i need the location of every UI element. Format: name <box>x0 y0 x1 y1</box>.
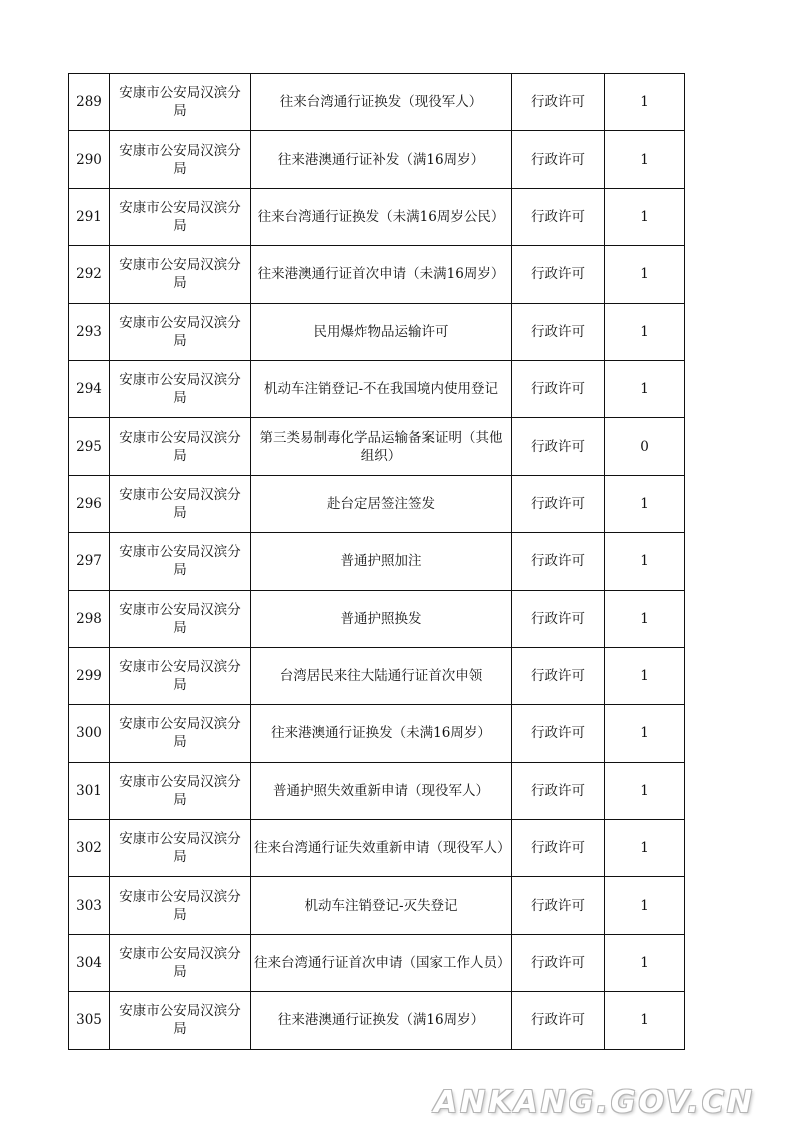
service-item-cell: 机动车注销登记-灭失登记 <box>251 877 512 934</box>
row-number: 291 <box>69 188 110 245</box>
department-cell: 安康市公安局汉滨分局 <box>110 360 251 417</box>
table-row <box>69 246 685 303</box>
category-cell: 行政许可 <box>512 188 605 245</box>
row-number: 293 <box>69 303 110 360</box>
category-cell: 行政许可 <box>512 533 605 590</box>
department-cell: 安康市公安局汉滨分局 <box>110 705 251 762</box>
count-cell: 1 <box>605 934 685 991</box>
table-row <box>69 188 685 245</box>
department-cell: 安康市公安局汉滨分局 <box>110 246 251 303</box>
row-number: 302 <box>69 820 110 877</box>
department-cell: 安康市公安局汉滨分局 <box>110 590 251 647</box>
department-cell: 安康市公安局汉滨分局 <box>110 188 251 245</box>
count-cell: 1 <box>605 705 685 762</box>
row-number: 304 <box>69 934 110 991</box>
category-cell: 行政许可 <box>512 74 605 131</box>
count-cell: 1 <box>605 74 685 131</box>
department-cell: 安康市公安局汉滨分局 <box>110 762 251 819</box>
table-row <box>69 992 685 1049</box>
count-cell: 1 <box>605 533 685 590</box>
count-cell: 1 <box>605 303 685 360</box>
department-cell: 安康市公安局汉滨分局 <box>110 533 251 590</box>
count-cell: 1 <box>605 188 685 245</box>
department-cell: 安康市公安局汉滨分局 <box>110 820 251 877</box>
service-item-cell: 往来台湾通行证失效重新申请（现役军人） <box>251 820 512 877</box>
table-row <box>69 762 685 819</box>
department-cell: 安康市公安局汉滨分局 <box>110 74 251 131</box>
department-cell: 安康市公安局汉滨分局 <box>110 877 251 934</box>
table-row <box>69 705 685 762</box>
row-number: 295 <box>69 418 110 475</box>
service-item-cell: 民用爆炸物品运输许可 <box>251 303 512 360</box>
count-cell: 1 <box>605 820 685 877</box>
table-row <box>69 418 685 475</box>
row-number: 297 <box>69 533 110 590</box>
count-cell: 1 <box>605 762 685 819</box>
category-cell: 行政许可 <box>512 303 605 360</box>
category-cell: 行政许可 <box>512 877 605 934</box>
department-cell: 安康市公安局汉滨分局 <box>110 934 251 991</box>
table-row <box>69 590 685 647</box>
count-cell: 1 <box>605 590 685 647</box>
category-cell: 行政许可 <box>512 705 605 762</box>
table-row <box>69 74 685 131</box>
table-row <box>69 647 685 704</box>
service-item-cell: 往来港澳通行证首次申请（未满16周岁） <box>251 246 512 303</box>
row-number: 296 <box>69 475 110 532</box>
record-table <box>68 73 685 1050</box>
category-cell: 行政许可 <box>512 647 605 704</box>
service-item-cell: 往来港澳通行证换发（未满16周岁） <box>251 705 512 762</box>
row-number: 303 <box>69 877 110 934</box>
row-number: 289 <box>69 74 110 131</box>
table-row <box>69 877 685 934</box>
table-row <box>69 934 685 991</box>
service-item-cell: 第三类易制毒化学品运输备案证明（其他组织） <box>251 418 512 475</box>
service-item-cell: 往来台湾通行证首次申请（国家工作人员） <box>251 934 512 991</box>
service-item-cell: 往来台湾通行证换发（现役军人） <box>251 74 512 131</box>
category-cell: 行政许可 <box>512 131 605 188</box>
service-item-cell: 往来港澳通行证补发（满16周岁） <box>251 131 512 188</box>
category-cell: 行政许可 <box>512 992 605 1049</box>
service-item-cell: 往来台湾通行证换发（未满16周岁公民） <box>251 188 512 245</box>
row-number: 300 <box>69 705 110 762</box>
table-row <box>69 131 685 188</box>
count-cell: 1 <box>605 992 685 1049</box>
service-item-cell: 往来港澳通行证换发（满16周岁） <box>251 992 512 1049</box>
category-cell: 行政许可 <box>512 590 605 647</box>
row-number: 301 <box>69 762 110 819</box>
count-cell: 1 <box>605 647 685 704</box>
category-cell: 行政许可 <box>512 418 605 475</box>
table-row <box>69 533 685 590</box>
site-watermark: ANKANG.GOV.CN <box>433 1085 755 1120</box>
service-item-cell: 机动车注销登记-不在我国境内使用登记 <box>251 360 512 417</box>
row-number: 292 <box>69 246 110 303</box>
category-cell: 行政许可 <box>512 360 605 417</box>
department-cell: 安康市公安局汉滨分局 <box>110 303 251 360</box>
count-cell: 0 <box>605 418 685 475</box>
service-item-cell: 普通护照换发 <box>251 590 512 647</box>
category-cell: 行政许可 <box>512 475 605 532</box>
count-cell: 1 <box>605 246 685 303</box>
table-row <box>69 475 685 532</box>
row-number: 290 <box>69 131 110 188</box>
category-cell: 行政许可 <box>512 762 605 819</box>
service-item-cell: 台湾居民来往大陆通行证首次申领 <box>251 647 512 704</box>
table-row <box>69 360 685 417</box>
table-row <box>69 303 685 360</box>
count-cell: 1 <box>605 877 685 934</box>
table-row <box>69 820 685 877</box>
count-cell: 1 <box>605 475 685 532</box>
category-cell: 行政许可 <box>512 246 605 303</box>
row-number: 305 <box>69 992 110 1049</box>
count-cell: 1 <box>605 360 685 417</box>
count-cell: 1 <box>605 131 685 188</box>
department-cell: 安康市公安局汉滨分局 <box>110 418 251 475</box>
table-body <box>69 74 685 1050</box>
service-item-cell: 普通护照加注 <box>251 533 512 590</box>
department-cell: 安康市公安局汉滨分局 <box>110 131 251 188</box>
row-number: 298 <box>69 590 110 647</box>
row-number: 294 <box>69 360 110 417</box>
category-cell: 行政许可 <box>512 934 605 991</box>
service-item-cell: 普通护照失效重新申请（现役军人） <box>251 762 512 819</box>
category-cell: 行政许可 <box>512 820 605 877</box>
service-item-cell: 赴台定居签注签发 <box>251 475 512 532</box>
row-number: 299 <box>69 647 110 704</box>
department-cell: 安康市公安局汉滨分局 <box>110 475 251 532</box>
department-cell: 安康市公安局汉滨分局 <box>110 647 251 704</box>
department-cell: 安康市公安局汉滨分局 <box>110 992 251 1049</box>
